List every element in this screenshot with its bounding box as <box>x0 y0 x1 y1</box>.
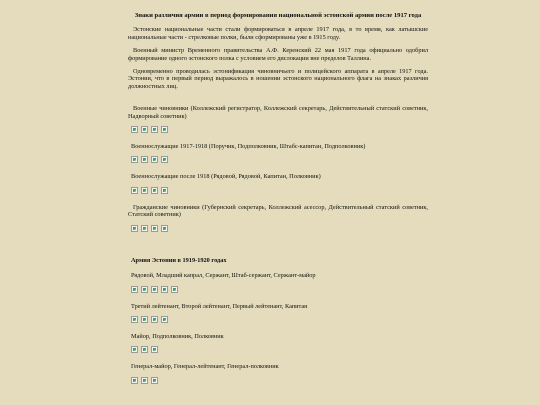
insignia-image-icon[interactable] <box>141 346 148 353</box>
rank-label: Генерал-майор, Генерал-лейтенант, Генерал-полковник <box>131 363 279 371</box>
insignia-image-icon[interactable] <box>141 286 148 293</box>
insignia-image-icon[interactable] <box>161 316 168 323</box>
intro-paragraph-3: Одновременно проводилась эстонификация чиновничьего и полицейского аппарата в апреле 1917 года. Эстонии, что в первый период выражалось в ношении эстонского национального флага на знаках различия должностных лиц. <box>128 68 428 90</box>
group-label: Гражданские чиновники (Губернский секретарь, Коллежский асессор, Действительный статский советник, Статский советник) <box>128 203 428 219</box>
insignia-image-row <box>128 156 428 163</box>
rank-label: Майор, Подполковник, Полковник <box>131 332 224 340</box>
insignia-image-icon[interactable] <box>151 316 158 323</box>
insignia-image-icon[interactable] <box>131 316 138 323</box>
insignia-image-icon[interactable] <box>141 225 148 232</box>
document-body <box>128 0 428 384</box>
insignia-image-icon[interactable] <box>141 156 148 163</box>
insignia-image-icon[interactable] <box>151 377 158 384</box>
insignia-image-row <box>128 126 428 133</box>
insignia-image-icon[interactable] <box>161 225 168 232</box>
rank-group-2 <box>128 303 428 323</box>
rank-label: Рядовой, Младший капрал, Сержант, Штаб-сержант, Сержант-майор <box>131 272 316 280</box>
insignia-image-row <box>128 286 428 293</box>
insignia-image-row <box>128 187 428 194</box>
insignia-image-icon[interactable] <box>141 187 148 194</box>
insignia-image-row <box>128 225 428 232</box>
insignia-image-icon[interactable] <box>151 346 158 353</box>
insignia-image-row <box>128 316 428 323</box>
insignia-image-icon[interactable] <box>161 187 168 194</box>
group-label: Военнослужащие 1917-1918 (Поручик, Подполковник, Штабс-капитан, Подполковник) <box>131 143 366 151</box>
rank-label: Третий лейтенант, Второй лейтенант, Первый лейтенант, Капитан <box>131 302 308 310</box>
insignia-image-icon[interactable] <box>141 316 148 323</box>
insignia-image-icon[interactable] <box>171 286 178 293</box>
rank-group-4 <box>128 363 428 383</box>
insignia-image-icon[interactable] <box>161 156 168 163</box>
group-2 <box>128 143 428 163</box>
page-title: Знаки различия армии в период формирования национальной эстонской армии после 1917 года <box>134 12 422 19</box>
insignia-image-icon[interactable] <box>131 225 138 232</box>
group-3 <box>128 173 428 193</box>
insignia-image-icon[interactable] <box>151 187 158 194</box>
insignia-image-row <box>128 346 428 353</box>
insignia-image-icon[interactable] <box>151 156 158 163</box>
rank-group-3 <box>128 333 428 353</box>
insignia-image-icon[interactable] <box>131 346 138 353</box>
insignia-image-icon[interactable] <box>131 286 138 293</box>
group-4 <box>128 204 428 232</box>
intro-paragraph-2: Военный министр Временного правительства А.Ф. Керенский 22 мая 1917 года официально одобрил формирование одного эстонского полка с условием его дислокации вне пределов Таллина. <box>128 47 428 62</box>
insignia-image-icon[interactable] <box>131 156 138 163</box>
insignia-image-icon[interactable] <box>131 187 138 194</box>
insignia-image-icon[interactable] <box>131 377 138 384</box>
insignia-image-icon[interactable] <box>141 126 148 133</box>
insignia-image-icon[interactable] <box>151 286 158 293</box>
rank-group-1 <box>128 272 428 292</box>
group-label: Военные чиновники (Коллежский регистратор, Коллежский секретарь, Действительный статский советник, Надворный советник) <box>128 105 428 120</box>
group-1 <box>128 105 428 133</box>
insignia-image-icon[interactable] <box>141 377 148 384</box>
insignia-image-icon[interactable] <box>151 225 158 232</box>
insignia-image-icon[interactable] <box>131 126 138 133</box>
insignia-image-icon[interactable] <box>151 126 158 133</box>
group-label: Военнослужащие после 1918 (Рядовой, Рядовой, Капитан, Полковник) <box>131 173 321 181</box>
insignia-image-icon[interactable] <box>161 286 168 293</box>
insignia-image-row <box>128 377 428 384</box>
section-2-title: Армия Эстонии в 1919-1920 годах <box>131 256 227 264</box>
insignia-image-icon[interactable] <box>161 126 168 133</box>
intro-paragraph-1: Эстонские национальные части стали формироваться в апреле 1917 года, в то время, как латышские национальные части - стрелковые полки, были сформированы уже в 1915 году. <box>128 26 428 41</box>
